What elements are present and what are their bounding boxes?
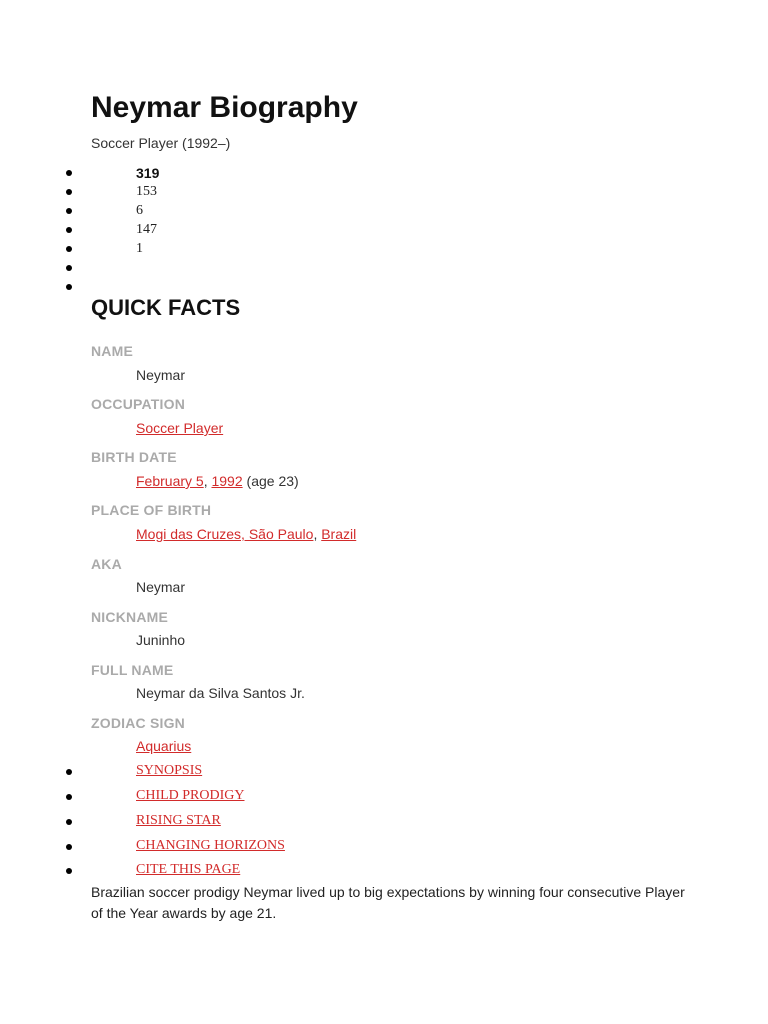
nav-link-cite-this-page[interactable]: CITE THIS PAGE: [136, 862, 241, 877]
fact-label-nickname: NICKNAME: [91, 609, 169, 625]
quick-facts-heading: QUICK FACTS: [91, 295, 241, 320]
list-bullet: [66, 265, 72, 271]
fact-label-occupation: OCCUPATION: [91, 396, 186, 412]
separator: ,: [313, 526, 322, 542]
nav-link-child-prodigy[interactable]: CHILD PRODIGY: [136, 788, 245, 803]
page-title: Neymar Biography: [91, 91, 358, 124]
fact-label-aka: AKA: [91, 556, 122, 572]
list-bullet: [66, 227, 72, 233]
share-count: 319: [136, 165, 160, 181]
age-text: (age 23): [242, 473, 299, 489]
birth-city-link[interactable]: Mogi das Cruzes, São Paulo: [136, 526, 314, 542]
birth-country-link[interactable]: Brazil: [321, 526, 357, 542]
fact-label-place-of-birth: PLACE OF BIRTH: [91, 502, 212, 518]
list-bullet: [66, 868, 72, 874]
fact-value-zodiac-sign: [136, 738, 191, 754]
fact-value-aka: Neymar: [136, 579, 186, 595]
birth-day-link[interactable]: February 5: [136, 473, 204, 489]
list-bullet: [66, 819, 72, 825]
nav-link-rising-star[interactable]: RISING STAR: [136, 813, 221, 828]
fact-value-name: Neymar: [136, 367, 186, 383]
list-bullet: [66, 246, 72, 252]
page-subtitle: Soccer Player (1992–): [91, 135, 231, 151]
fact-label-birth-date: BIRTH DATE: [91, 449, 177, 465]
nav-link-synopsis[interactable]: SYNOPSIS: [136, 763, 203, 778]
fact-label-name: NAME: [91, 343, 134, 359]
list-bullet: [66, 769, 72, 775]
share-count: 6: [136, 203, 143, 218]
list-bullet: [66, 170, 72, 176]
list-bullet: [66, 189, 72, 195]
birth-year-link[interactable]: 1992: [211, 473, 243, 489]
list-bullet: [66, 794, 72, 800]
fact-value-occupation: [136, 420, 223, 436]
fact-label-full-name: FULL NAME: [91, 662, 174, 678]
fact-value-full-name: Neymar da Silva Santos Jr.: [136, 685, 305, 701]
fact-label-zodiac-sign: ZODIAC SIGN: [91, 715, 185, 731]
share-count: 1: [136, 241, 143, 256]
separator: ,: [203, 473, 212, 489]
share-count: 153: [136, 184, 157, 199]
fact-value-nickname: Juninho: [136, 632, 186, 648]
list-bullet: [66, 844, 72, 850]
zodiac-sign-link[interactable]: Aquarius: [136, 738, 192, 754]
biography-summary: Brazilian soccer prodigy Neymar lived up to big expectations by winning four consecutive Player of the Year awards by age 21.: [91, 884, 685, 921]
nav-link-changing-horizons[interactable]: CHANGING HORIZONS: [136, 838, 285, 853]
fact-value-place-of-birth: [136, 526, 356, 542]
list-bullet: [66, 208, 72, 214]
share-count: 147: [136, 222, 157, 237]
occupation-link[interactable]: Soccer Player: [136, 420, 224, 436]
fact-value-birth-date: [136, 473, 299, 489]
list-bullet: [66, 284, 72, 290]
